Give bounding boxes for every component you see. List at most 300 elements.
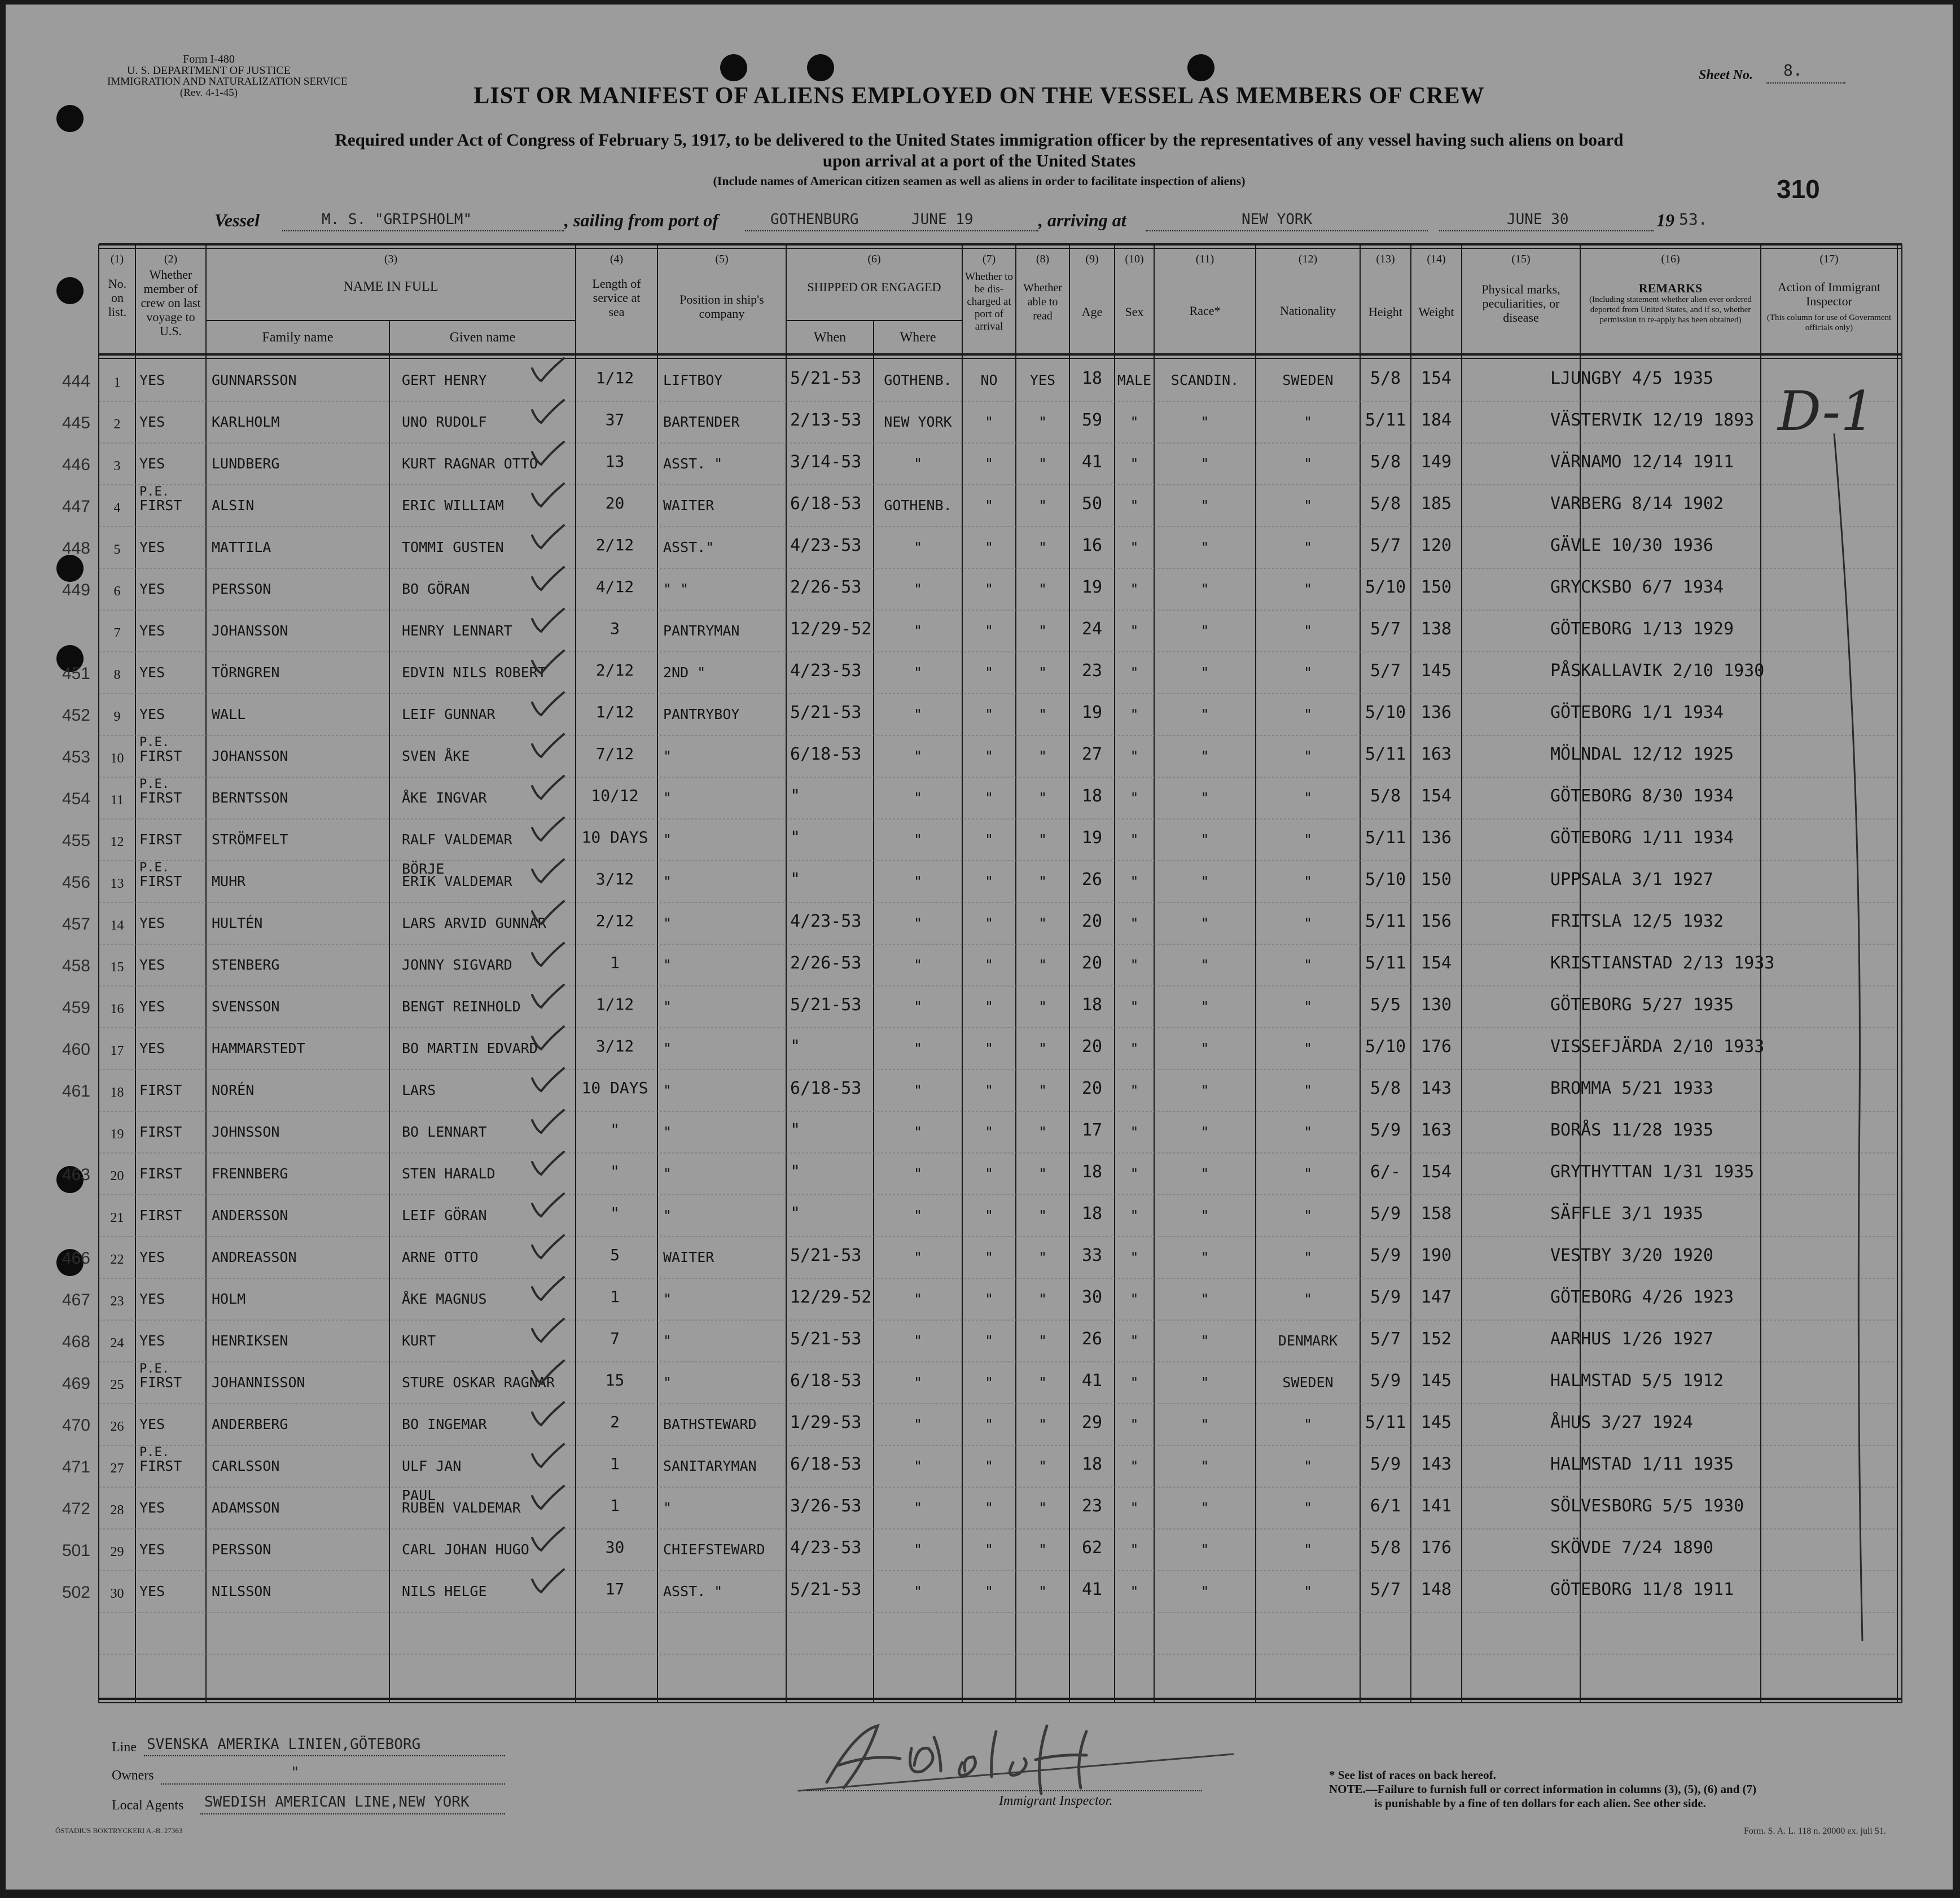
service-length: ": [610, 1204, 620, 1222]
line-number: 457: [62, 915, 90, 933]
discharged: ": [984, 873, 994, 889]
col-8-num: (8): [1036, 253, 1050, 265]
age: 33: [1081, 1246, 1103, 1265]
family-name: JOHANSSON: [212, 623, 288, 639]
age: 41: [1081, 452, 1103, 472]
check-mark-icon: [528, 481, 567, 510]
race: ": [1200, 664, 1209, 681]
given-name: BO GÖRAN: [402, 581, 470, 597]
ship-position: LIFTBOY: [663, 372, 723, 388]
weight: 148: [1420, 1580, 1452, 1599]
family-name: BERNTSSON: [212, 790, 288, 806]
weight: 158: [1420, 1204, 1452, 1224]
height: 5/11: [1365, 828, 1406, 848]
crew-status: YES: [139, 1332, 165, 1349]
row-number: 13: [110, 876, 124, 891]
race: ": [1200, 1249, 1209, 1265]
sex: ": [1130, 1249, 1139, 1265]
crew-status: FIRST: [139, 831, 182, 848]
weight: 150: [1420, 870, 1452, 889]
engaged-where: ": [913, 1416, 923, 1432]
col-6-when: When: [813, 330, 847, 345]
family-name: ADAMSSON: [212, 1500, 280, 1516]
age: 20: [1081, 953, 1103, 973]
nationality: ": [1303, 455, 1313, 472]
col-3-label: NAME IN FULL: [343, 279, 439, 294]
crew-status-note: P.E.: [139, 1362, 169, 1376]
race: ": [1200, 497, 1209, 514]
row-number: 8: [113, 668, 121, 682]
line-number: 448: [62, 539, 90, 558]
table-row: [62, 1028, 1902, 1069]
race: ": [1200, 1374, 1209, 1391]
line-value: SVENSKA AMERIKA LINIEN,GÖTEBORG: [147, 1736, 421, 1753]
able-to-read: ": [1038, 706, 1047, 722]
table-row: [62, 1571, 1902, 1612]
crew-status-note: P.E.: [139, 735, 169, 749]
height: 5/7: [1370, 661, 1401, 681]
age: 19: [1081, 703, 1103, 722]
table-row: [62, 1237, 1902, 1278]
ship-position: ": [663, 1291, 672, 1307]
nationality: ": [1303, 706, 1313, 722]
check-mark-icon: [528, 1108, 567, 1136]
weight: 185: [1420, 494, 1452, 514]
owners-label: Owners: [112, 1768, 154, 1783]
line-number: 446: [62, 455, 90, 474]
line-label: Line: [112, 1740, 137, 1755]
service-length: 17: [605, 1580, 625, 1598]
discharged: NO: [980, 372, 998, 388]
nationality: DENMARK: [1278, 1332, 1338, 1349]
engaged-where: ": [913, 581, 923, 597]
service-length: 20: [605, 494, 625, 512]
able-to-read: ": [1038, 998, 1047, 1015]
crew-status: YES: [139, 1500, 165, 1516]
row-number: 9: [113, 709, 121, 724]
arriving-label: , arriving at: [1038, 210, 1126, 230]
able-to-read: ": [1038, 1291, 1047, 1307]
given-name: KURT RAGNAR OTTO: [402, 455, 538, 472]
family-name: JOHANNISSON: [212, 1374, 305, 1391]
check-mark-icon: [528, 732, 567, 760]
sex: ": [1130, 1082, 1139, 1098]
ship-position: BARTENDER: [663, 414, 740, 430]
check-mark-icon: [528, 356, 567, 384]
able-to-read: ": [1038, 831, 1047, 848]
height: 5/11: [1365, 744, 1406, 764]
crew-status: FIRST: [139, 748, 182, 764]
remarks: LJUNGBY 4/5 1935: [1550, 369, 1713, 388]
family-name: STRÖMFELT: [212, 831, 288, 848]
service-length: 10/12: [591, 786, 639, 805]
family-name: PERSSON: [212, 581, 271, 597]
race: ": [1200, 1082, 1209, 1098]
crew-status: FIRST: [139, 497, 182, 514]
sex: MALE: [1117, 372, 1152, 388]
able-to-read: ": [1038, 414, 1047, 430]
engaged-where: ": [913, 957, 923, 973]
weight: 176: [1420, 1538, 1452, 1558]
col-3-given: Given name: [449, 330, 516, 345]
race: ": [1200, 1500, 1209, 1516]
nationality: ": [1303, 581, 1313, 597]
row-number: 30: [110, 1586, 124, 1601]
weight: 154: [1420, 786, 1452, 806]
given-name: ARNE OTTO: [402, 1249, 479, 1265]
col-13-label: Height: [1369, 305, 1402, 319]
line-number: 466: [62, 1249, 90, 1268]
engaged-where: ": [913, 915, 923, 931]
engaged-where: ": [913, 1500, 923, 1516]
discharged: ": [984, 664, 994, 681]
manifest-instruction: (Include names of American citizen seamen as well as aliens in order to facilitate inspection of aliens): [713, 174, 1246, 188]
row-number: 4: [113, 501, 121, 515]
discharged: ": [984, 1332, 994, 1349]
engaged-where: ": [913, 664, 923, 681]
weight: 176: [1420, 1037, 1452, 1057]
engaged-when: 12/29-52: [790, 619, 872, 639]
table-row: [62, 401, 1902, 443]
service-length: 3/12: [595, 1037, 634, 1055]
nationality: ": [1303, 1541, 1313, 1558]
age: 17: [1081, 1120, 1103, 1140]
remarks: GÖTEBORG 1/1 1934: [1550, 703, 1724, 722]
service-length: 1: [610, 1454, 620, 1473]
given-name: TOMMI GUSTEN: [402, 539, 504, 555]
engaged-where: ": [913, 1165, 923, 1182]
row-number: 23: [110, 1294, 124, 1309]
ship-position: ASST. ": [663, 1583, 723, 1599]
family-name: HENRIKSEN: [212, 1332, 288, 1349]
able-to-read: ": [1038, 539, 1047, 555]
crew-status: YES: [139, 957, 165, 973]
age: 19: [1081, 828, 1103, 848]
nationality: ": [1303, 1207, 1313, 1224]
remarks: AARHUS 1/26 1927: [1550, 1329, 1713, 1349]
age: 24: [1081, 619, 1103, 639]
given-name: KURT: [402, 1332, 436, 1349]
engaged-when: 4/23-53: [790, 661, 862, 681]
penalty-note: NOTE.—Failure to furnish full or correct information in columns (3), (5), (6) and (7): [1329, 1782, 1757, 1796]
sex: ": [1130, 831, 1139, 848]
age: 26: [1081, 1329, 1103, 1349]
weight: 145: [1420, 1413, 1452, 1432]
check-mark-icon: [528, 1275, 567, 1303]
year-prefix: 19: [1656, 210, 1674, 230]
height: 5/11: [1365, 1413, 1406, 1432]
remarks: GÖTEBORG 4/26 1923: [1550, 1287, 1734, 1307]
check-mark-icon: [528, 1066, 567, 1094]
engaged-where: ": [913, 1124, 923, 1140]
height: 5/9: [1370, 1454, 1401, 1474]
height: 5/9: [1370, 1120, 1401, 1140]
nationality: ": [1303, 873, 1313, 889]
table-row: [62, 1362, 1902, 1404]
service-length: 3: [610, 619, 620, 638]
race: ": [1200, 1207, 1209, 1224]
ship-position: ": [663, 1500, 672, 1516]
nationality: ": [1303, 831, 1313, 848]
engaged-when: ": [790, 1120, 801, 1140]
row-number: 3: [113, 459, 121, 474]
table-row: [99, 1195, 1902, 1237]
ship-position: 2ND ": [663, 664, 706, 681]
age: 23: [1081, 661, 1103, 681]
col-13-num: (13): [1376, 253, 1395, 265]
race: ": [1200, 623, 1209, 639]
family-name: STENBERG: [212, 957, 280, 973]
col-15-label: Physical marks, peculiarities, or disease: [1481, 282, 1560, 325]
given-name: CARL JOHAN HUGO: [402, 1541, 529, 1558]
engaged-where: ": [913, 706, 923, 722]
discharged: ": [984, 539, 994, 555]
race: ": [1200, 1124, 1209, 1140]
race: ": [1200, 455, 1209, 472]
row-number: 21: [110, 1211, 124, 1225]
line-number: 463: [62, 1165, 90, 1184]
race: ": [1200, 1416, 1209, 1432]
ship-position: ": [663, 1207, 672, 1224]
race: ": [1200, 414, 1209, 430]
crew-status: FIRST: [139, 1124, 182, 1140]
crew-status: FIRST: [139, 873, 182, 889]
line-number: 447: [62, 497, 90, 516]
check-mark-icon: [528, 1233, 567, 1261]
service-length: 5: [610, 1246, 620, 1264]
engaged-when: 5/21-53: [790, 703, 862, 722]
race: ": [1200, 1583, 1209, 1599]
able-to-read: ": [1038, 1207, 1047, 1224]
sex: ": [1130, 1541, 1139, 1558]
check-mark-icon: [528, 1150, 567, 1178]
engaged-when: 6/18-53: [790, 744, 862, 764]
check-mark-icon: [528, 1400, 567, 1428]
family-name: WALL: [212, 706, 246, 722]
nationality: ": [1303, 664, 1313, 681]
crew-status: FIRST: [139, 1165, 182, 1182]
col-11-label: Race*: [1189, 304, 1221, 318]
engaged-where: ": [913, 1249, 923, 1265]
age: 18: [1081, 1162, 1103, 1182]
crew-status: YES: [139, 664, 165, 681]
col-16-num: (16): [1661, 253, 1680, 265]
crew-status: FIRST: [139, 1374, 182, 1391]
age: 27: [1081, 744, 1103, 764]
remarks: BROMMA 5/21 1933: [1550, 1079, 1713, 1098]
weight: 190: [1420, 1246, 1452, 1265]
family-name: JOHANSSON: [212, 748, 288, 764]
discharged: ": [984, 831, 994, 848]
line-number: 472: [62, 1500, 90, 1518]
given-name-extra: PAUL: [402, 1487, 436, 1504]
sex: ": [1130, 664, 1139, 681]
line-number: 470: [62, 1416, 90, 1435]
able-to-read: ": [1038, 1500, 1047, 1516]
manifest-sheet: [6, 5, 1953, 1890]
service-length: 1/12: [595, 369, 634, 387]
sex: ": [1130, 748, 1139, 764]
engaged-where: ": [913, 873, 923, 889]
races-note: * See list of races on back hereof.: [1329, 1768, 1496, 1782]
family-name: ALSIN: [212, 497, 255, 514]
crew-status: YES: [139, 623, 165, 639]
race: ": [1200, 748, 1209, 764]
given-name: ÅKE INGVAR: [402, 790, 487, 806]
col-10-label: Sex: [1125, 305, 1144, 319]
height: 5/8: [1370, 494, 1401, 514]
inspector-label: Immigrant Inspector.: [999, 1794, 1113, 1808]
weight: 145: [1420, 661, 1452, 681]
service-length: 3/12: [595, 870, 634, 888]
ship-position: PANTRYMAN: [663, 623, 740, 639]
check-mark-icon: [528, 899, 567, 927]
able-to-read: ": [1038, 1541, 1047, 1558]
age: 59: [1081, 410, 1103, 430]
action-bracket-line: [1829, 433, 1874, 1675]
col-7-num: (7): [982, 253, 996, 265]
given-name: JONNY SIGVARD: [402, 957, 512, 973]
sex: ": [1130, 497, 1139, 514]
age: 20: [1081, 1037, 1103, 1057]
service: IMMIGRATION AND NATURALIZATION SERVICE: [107, 76, 348, 87]
line-number: 458: [62, 957, 90, 975]
service-length: 7: [610, 1329, 620, 1348]
nationality: ": [1303, 1082, 1313, 1098]
discharged: ": [984, 1165, 994, 1182]
engaged-where: ": [913, 539, 923, 555]
family-name: JOHNSSON: [212, 1124, 280, 1140]
table-row: [62, 777, 1902, 819]
sex: ": [1130, 1165, 1139, 1182]
height: 5/9: [1370, 1204, 1401, 1224]
line-number: 501: [62, 1541, 90, 1560]
engaged-when: 12/29-52: [790, 1287, 872, 1307]
given-name: NILS HELGE: [402, 1583, 487, 1599]
weight: 150: [1420, 577, 1452, 597]
row-number: 18: [110, 1085, 124, 1100]
crew-status: YES: [139, 998, 165, 1015]
col-9-num: (9): [1085, 253, 1099, 265]
given-name: EDVIN NILS ROBERT: [402, 664, 546, 681]
age: 18: [1081, 995, 1103, 1015]
col-11-num: (11): [1195, 253, 1214, 265]
table-row: [99, 1111, 1902, 1153]
nationality: ": [1303, 497, 1313, 514]
height: 5/5: [1370, 995, 1401, 1015]
table-row: [62, 1404, 1902, 1445]
col-3-num: (3): [384, 253, 398, 265]
nationality: ": [1303, 748, 1313, 764]
row-number: 25: [110, 1378, 124, 1392]
discharged: ": [984, 1416, 994, 1432]
engaged-where: ": [913, 1458, 923, 1474]
ship-position: ASST.": [663, 539, 714, 555]
engaged-where: ": [913, 1207, 923, 1224]
engaged-where: ": [913, 1374, 923, 1391]
row-number: 12: [110, 835, 124, 849]
age: 62: [1081, 1538, 1103, 1558]
sex: ": [1130, 1124, 1139, 1140]
given-name: ÅKE MAGNUS: [402, 1291, 487, 1307]
service-length: ": [610, 1162, 620, 1181]
age: 50: [1081, 494, 1103, 514]
line-underline: [144, 1755, 505, 1756]
line-number: 467: [62, 1291, 90, 1309]
race: ": [1200, 831, 1209, 848]
remarks: MÖLNDAL 12/12 1925: [1550, 744, 1734, 764]
col-14-num: (14): [1427, 253, 1446, 265]
age: 19: [1081, 577, 1103, 597]
crew-status: YES: [139, 1583, 165, 1599]
line-number: 456: [62, 873, 90, 892]
service-length: 2/12: [595, 911, 634, 930]
engaged-when: 5/21-53: [790, 369, 862, 388]
service-length: 7/12: [595, 744, 634, 763]
ship-position: ": [663, 915, 672, 931]
engaged-when: 5/21-53: [790, 1580, 862, 1599]
height: 5/7: [1370, 619, 1401, 639]
row-number: 11: [110, 793, 124, 808]
revision: (Rev. 4-1-45): [179, 87, 238, 99]
remarks: GÖTEBORG 5/27 1935: [1550, 995, 1734, 1015]
discharged: ": [984, 1458, 994, 1474]
weight: 154: [1420, 953, 1452, 973]
action-mark: D-1: [1778, 380, 1875, 443]
nationality: ": [1303, 1458, 1313, 1474]
given-name: BO LENNART: [402, 1124, 487, 1140]
remarks: GRYCKSBO 6/7 1934: [1550, 577, 1724, 597]
col-5-label: Position in ship's company: [679, 292, 764, 321]
remarks: SÖLVESBORG 5/5 1930: [1550, 1496, 1744, 1516]
crew-status: FIRST: [139, 1082, 182, 1098]
check-mark-icon: [528, 607, 567, 635]
weight: 120: [1420, 536, 1452, 555]
ship-position: PANTRYBOY: [663, 706, 740, 722]
sex: ": [1130, 915, 1139, 931]
age: 18: [1081, 1204, 1103, 1224]
family-name: PERSSON: [212, 1541, 271, 1558]
row-number: 10: [110, 751, 124, 766]
engaged-when: ": [790, 1037, 801, 1057]
row-number: 22: [110, 1252, 124, 1267]
col-9-label: Age: [1081, 305, 1103, 319]
age: 26: [1081, 870, 1103, 889]
family-name: HOLM: [212, 1291, 246, 1307]
age: 20: [1081, 1079, 1103, 1098]
crew-status: YES: [139, 1291, 165, 1307]
ship-position: " ": [663, 581, 689, 597]
remarks: VÄSTERVIK 12/19 1893: [1550, 410, 1755, 430]
race: ": [1200, 1458, 1209, 1474]
family-name: SVENSSON: [212, 998, 280, 1015]
nationality: ": [1303, 1583, 1313, 1599]
row-number: 6: [113, 584, 121, 599]
arrival-port: NEW YORK: [1242, 211, 1313, 228]
table-row: [62, 527, 1902, 568]
agents-label: Local Agents: [112, 1798, 184, 1813]
ship-position: BATHSTEWARD: [663, 1416, 757, 1432]
nationality: ": [1303, 1500, 1313, 1516]
line-number: 460: [62, 1040, 90, 1059]
nationality: ": [1303, 1416, 1313, 1432]
height: 5/10: [1365, 870, 1406, 889]
service-length: 30: [605, 1538, 625, 1557]
weight: 138: [1420, 619, 1452, 639]
given-name: ULF JAN: [402, 1458, 462, 1474]
remarks: VARBERG 8/14 1902: [1550, 494, 1724, 514]
race: ": [1200, 1165, 1209, 1182]
